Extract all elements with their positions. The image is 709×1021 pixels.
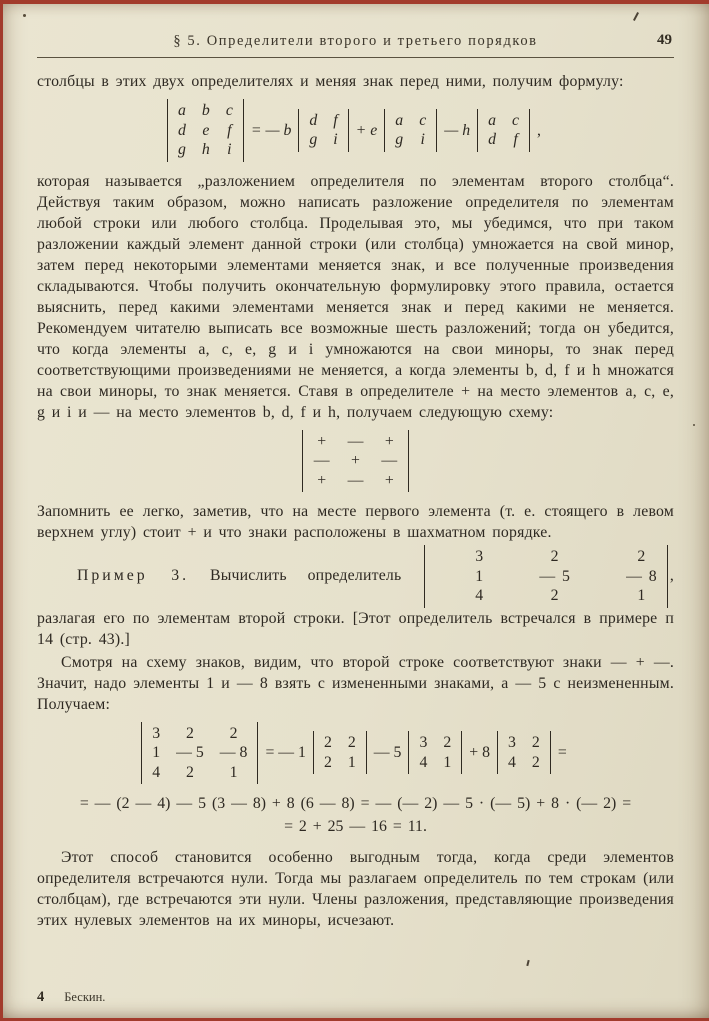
det-cell: —	[313, 452, 330, 469]
det-row	[427, 567, 665, 587]
det-cell: 2	[531, 753, 540, 771]
det-row	[387, 130, 434, 150]
det-cell: c	[225, 102, 233, 119]
det-cell: e	[202, 121, 210, 139]
paragraph-mnemonic: Запомнить ее легко, заметив, что на месте первого элемента (т. е. стоящего в левом верхнем углу) стоит + и что знаки расположены в шахматном порядке.	[37, 503, 674, 541]
det-cell: 2	[186, 763, 194, 781]
det-cell: —	[381, 452, 398, 469]
det-cell: — 8	[626, 567, 657, 585]
det-cell: +	[351, 452, 360, 469]
equals-sign: =	[557, 744, 567, 762]
minor-df-gi	[298, 109, 348, 152]
det-cell: — 5	[176, 744, 204, 761]
paragraph-sign-reading: Смотря на схему знаков, видим, что второй строке соответствуют знаки — + —. Значит, надо элементы 1 и — 8 взять с измененными знаками, а — 5 с неизмененным. Получаем:	[37, 653, 674, 713]
det-cell: —	[347, 471, 364, 489]
det-row	[170, 140, 241, 160]
det-cell: 1	[475, 567, 484, 585]
det-cell: —	[347, 432, 364, 450]
minor-32-42	[497, 731, 551, 774]
det-cell: i	[420, 131, 425, 149]
det-row	[411, 733, 459, 753]
header-rule	[37, 57, 674, 58]
signature-name: Бескин.	[64, 990, 106, 1004]
determinant-example-3x3	[424, 545, 668, 608]
example-text-after: , разлагая его по элементам второй строки. [Этот определитель встречался в примере п 14 (стр. 43).]	[37, 566, 675, 648]
det-row	[301, 130, 345, 150]
det-cell: 4	[419, 753, 428, 771]
det-cell: 1	[637, 587, 646, 604]
minor-22-21	[313, 731, 367, 774]
operator: = — b	[250, 121, 292, 139]
det-cell: 2	[347, 734, 356, 752]
det-cell: 2	[550, 587, 559, 604]
det-cell: 2	[550, 548, 559, 565]
paragraph-intro: столбцы в этих двух определителях и меняя знак перед ними, получим формулу:	[37, 73, 624, 90]
det-cell: +	[317, 471, 327, 489]
scan-speck	[693, 424, 695, 426]
operator: + 8	[469, 744, 491, 762]
det-cell: f	[333, 111, 338, 129]
det-cell: i	[333, 131, 338, 149]
det-cell: 2	[323, 734, 332, 752]
det-cell: 3	[419, 734, 428, 752]
minor-ac-gi	[384, 109, 437, 152]
det-row	[144, 763, 255, 783]
det-cell: f	[227, 121, 232, 139]
det-cell: — 8	[219, 744, 248, 761]
det-row	[305, 451, 406, 471]
det-cell: 4	[152, 763, 161, 781]
operator: — h	[444, 121, 471, 139]
det-cell: 2	[186, 724, 194, 742]
det-row	[500, 733, 548, 753]
running-header	[37, 30, 674, 52]
det-row	[387, 111, 434, 131]
determinant-letters-3x3	[167, 99, 244, 162]
det-cell: 2	[323, 753, 332, 771]
det-cell: 4	[475, 587, 484, 604]
det-row	[427, 586, 665, 606]
det-cell: a	[488, 111, 497, 129]
det-cell: +	[384, 471, 394, 489]
det-cell: d	[178, 121, 186, 139]
sign-scheme-determinant	[302, 430, 409, 493]
page-footer	[37, 988, 105, 1006]
equation-line-2: = 2 + 25 — 16 = 11.	[284, 818, 427, 835]
det-cell: h	[201, 141, 210, 158]
det-cell: 4	[508, 753, 516, 771]
det-cell: 2	[531, 734, 540, 752]
det-row	[427, 547, 665, 567]
det-cell: +	[317, 432, 327, 450]
det-cell: 2	[443, 734, 452, 752]
determinant-numbers-3x3	[141, 722, 258, 785]
scan-mark	[526, 960, 529, 966]
det-cell: a	[178, 102, 186, 119]
det-row	[316, 733, 364, 753]
det-cell: d	[488, 131, 497, 149]
det-row	[500, 753, 548, 773]
det-cell: c	[419, 111, 427, 129]
minor-32-41	[408, 731, 462, 774]
det-row	[305, 432, 406, 452]
det-cell: f	[513, 131, 518, 149]
minor-ac-df	[477, 109, 530, 152]
page-content	[37, 30, 674, 933]
det-cell: +	[384, 432, 394, 450]
scan-speck	[23, 14, 26, 17]
det-row	[411, 753, 459, 773]
det-cell: 1	[347, 753, 356, 771]
punctuation: ,	[537, 121, 541, 139]
det-cell: a	[395, 111, 404, 129]
det-cell: 2	[637, 548, 646, 565]
det-row	[170, 101, 241, 121]
det-row	[144, 724, 255, 744]
det-cell: 3	[475, 548, 484, 565]
det-cell: 3	[508, 734, 516, 752]
paragraph-rule-explanation: которая называется „разложением определителя по элементам второго столбца“. Действуя таким образом, можно написать разложение определителя по элементам любой строки или любого столбца. Проделывая это, мы убедимся, что при таком разложении каждый элемент данной строки (или столбца) умножается на свой минор, затем перед некоторыми элементами меняется знак, и все полученные произведения складываются. Чтобы получить окончательную формулировку этого правила, остается выяснить, перед какими элементами меняется знак и перед какими не меняется. Рекомендуем читателю выписать все возможные шесть разложений; тогда он убедится, что когда элементы a, c, e, g и i умножаются на свои миноры, то знак перед соответствующими произведениями не меняется, а когда элементы b, d, f и h множатся на свои миноры, то знак меняется. Ставя в определителе + на место элементов a, c, e, g и i и — на место элементов b, d, f и h, получаем следующую схему:	[37, 172, 674, 421]
det-cell: g	[178, 141, 186, 158]
det-row	[170, 121, 241, 141]
det-cell: 1	[443, 753, 452, 771]
equation-line-1: = — (2 — 4) — 5 (3 — 8) + 8 (6 — 8) = — (— 2) — 5 · (— 5) + 8 · (— 2) =	[79, 795, 632, 812]
det-row	[305, 471, 406, 491]
sign-scheme-figure	[37, 430, 674, 493]
paragraph-zeros-remark: Этот способ становится особенно выгодным тогда, когда среди элементов определителя встречаются нули. Тогда мы разлагаем определитель по тем строкам (или столбцам), где встречаются эти нули. Члены разложения, представляющие произведения этих нулевых элементов на их миноры, исчезают.	[37, 849, 674, 929]
operator: = — 1	[265, 744, 306, 762]
operator: — 5	[373, 744, 402, 762]
section-title: § 5. Определители второго и третьего порядков	[173, 33, 538, 49]
det-cell: i	[227, 141, 232, 158]
det-row	[301, 111, 345, 131]
paragraph-example3	[37, 545, 674, 650]
det-cell: b	[201, 102, 210, 119]
book-page	[3, 4, 709, 1018]
example-text-before: Вычислить определитель	[189, 566, 423, 584]
scan-mark	[633, 12, 639, 21]
det-cell: c	[512, 111, 520, 129]
det-cell: 3	[152, 724, 161, 742]
operator: + e	[355, 121, 378, 139]
det-cell: g	[395, 131, 404, 149]
det-row	[144, 743, 255, 763]
det-cell: d	[309, 111, 318, 129]
formula-column-expansion	[37, 99, 674, 162]
det-row	[480, 130, 527, 150]
formula-row-expansion	[37, 722, 674, 785]
det-cell: 1	[229, 763, 238, 781]
page-number: 49	[657, 32, 672, 48]
det-cell: — 5	[539, 567, 571, 585]
det-cell: 1	[152, 744, 161, 761]
example-label: Пример 3.	[77, 566, 190, 584]
det-cell: 2	[229, 724, 238, 742]
det-row	[316, 753, 364, 773]
det-row	[480, 111, 527, 131]
det-cell: g	[309, 131, 318, 149]
signature-number: 4	[37, 989, 45, 1005]
